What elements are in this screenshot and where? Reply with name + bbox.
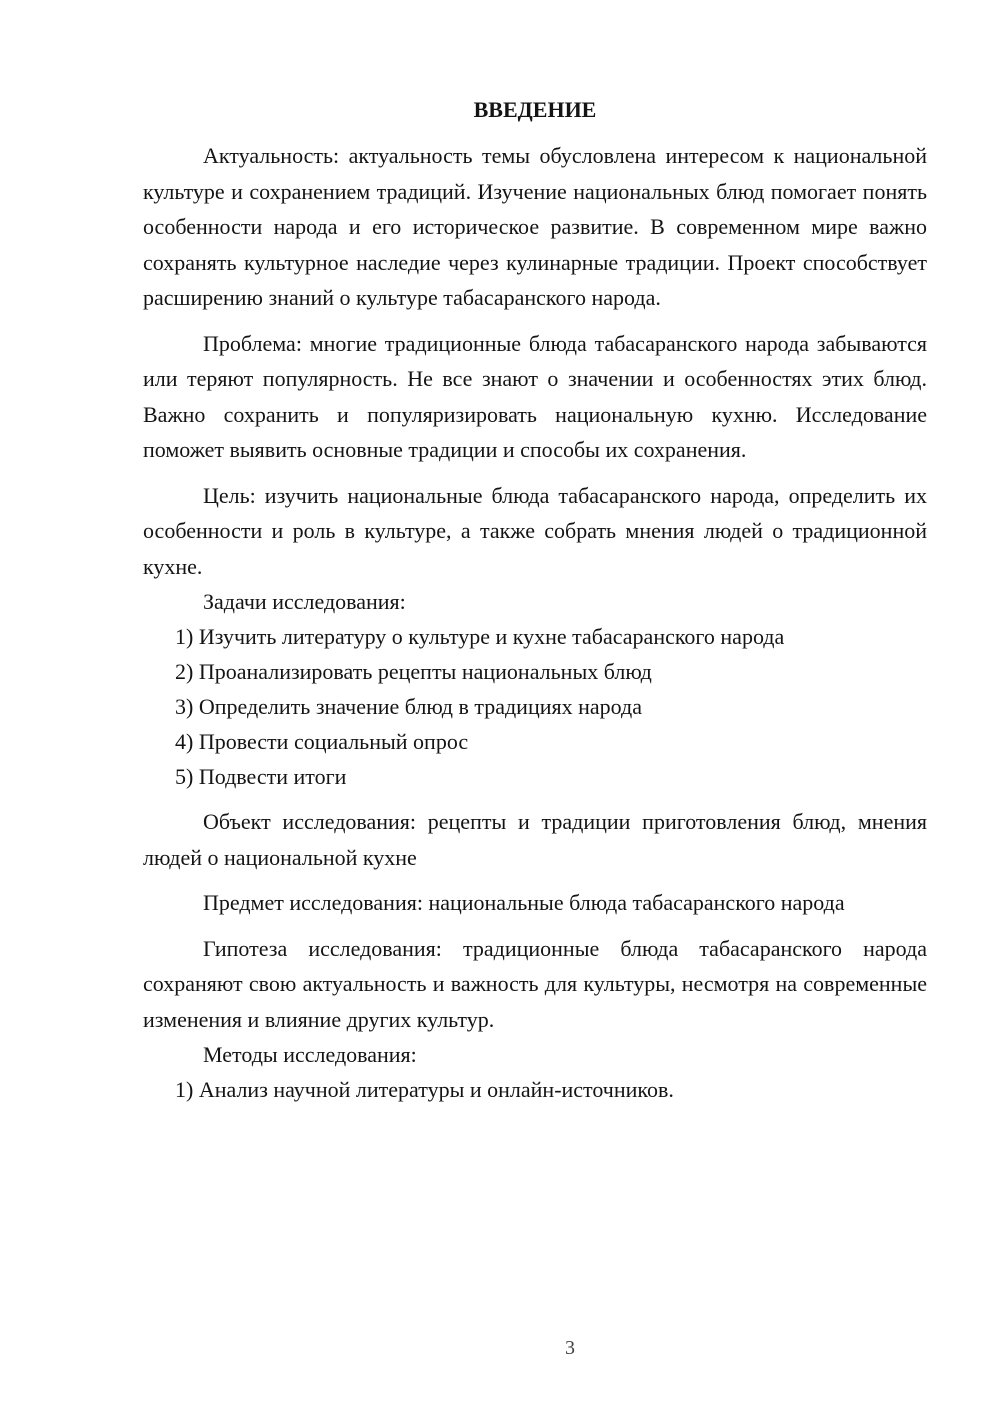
page-number: 3 xyxy=(565,1337,575,1359)
goal-paragraph: Цель: изучить национальные блюда табасаранского народа, определить их особенности и роль в культуре, а также собрать мнения людей о традиционной кухне. xyxy=(143,482,927,579)
list-item: 3) Определить значение блюд в традициях народа xyxy=(175,694,642,719)
list-item: 5) Подвести итоги xyxy=(175,764,347,789)
page-title: ВВЕДЕНИЕ xyxy=(473,97,597,122)
subject-paragraph: Предмет исследования: национальные блюда табасаранского народа xyxy=(203,890,845,915)
object-paragraph: Объект исследования: рецепты и традиции приготовления блюд, мнения людей о национальной кухне xyxy=(143,809,927,870)
list-item: 1) Анализ научной литературы и онлайн-источников. xyxy=(175,1077,674,1102)
tasks-heading: Задачи исследования: xyxy=(203,589,406,614)
methods-heading: Методы исследования: xyxy=(203,1042,417,1067)
list-item: 2) Проанализировать рецепты национальных блюд xyxy=(175,659,652,684)
list-item: 4) Провести социальный опрос xyxy=(175,729,469,754)
page-content xyxy=(143,96,927,1107)
methods-list xyxy=(143,1072,927,1107)
problem-paragraph: Проблема: многие традиционные блюда табасаранского народа забываются или теряют популярность. Не все знают о значении и особенностях этих блюд. Важно сохранить и популяризировать национальную кухню. Исследование поможет выявить основные традиции и способы их сохранения. xyxy=(143,330,927,462)
hypothesis-paragraph: Гипотеза исследования: традиционные блюда табасаранского народа сохраняют свою актуальность и важность для культуры, несмотря на современные изменения и влияние других культур. xyxy=(143,935,927,1032)
relevance-paragraph: Актуальность: актуальность темы обусловлена интересом к национальной культуре и сохранением традиций. Изучение национальных блюд помогает понять особенности народа и его историческое развитие. В современном мире важно сохранять культурное наследие через кулинарные традиции. Проект способствует расширению знаний о культуре табасаранского народа. xyxy=(143,143,927,310)
list-item: 1) Изучить литературу о культуре и кухне табасаранского народа xyxy=(175,624,785,649)
tasks-list xyxy=(143,619,927,794)
